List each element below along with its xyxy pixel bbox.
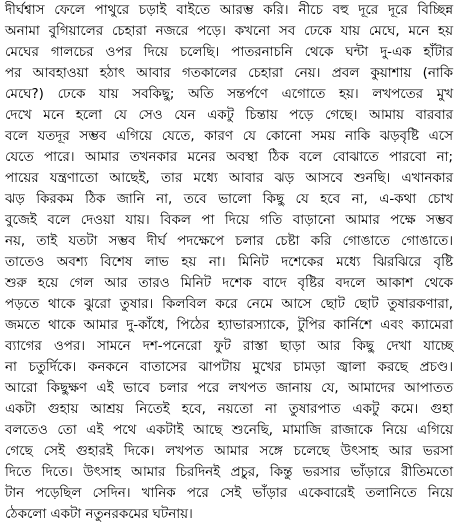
text-line: ঝড় কিরকম ঠিক জানি না, তবে ভালো কিছু যে হবে না, এ-কথা চোখ [5,192,453,207]
text-line: ঠেকলো একটা নতুনরকমের ঘটনায়। [5,507,193,522]
text-line: বলতেও তো এই পথে একটাই আছে শুনেছি, মামাজি রাজাকে নিয়ে এগিয়ে [5,423,453,438]
text-line: মেঘের গালচের ওপর দিয়ে চলেছি। পাতরনাচনি থেকে ঘন্টা দু-এক হাঁটার [5,45,453,60]
text-line: বুজেই বলে দেওয়া যায়। বিকল পা দিয়ে গতি বাড়ানো আমার পক্ষে সম্ভব [5,213,453,228]
text-line: মেঘে?) ঢেকে যায় সবকিছু; অতি সন্তর্পণে এগোতে হয়। লখপতের মুখ [5,87,453,102]
text-line: জমতে থাকে আমার দু-কাঁধে, পিঠের হ্যাভারস্যাকে, টুপির কার্নিশে এবং ক্যামেরা [5,318,453,333]
text-line: তাতেও অবশ্য বিশেষ লাভ হয় না। মিনিট দশেকের মধ্যে ঝিরঝিরে বৃষ্টি [5,255,453,270]
text-line: বলে যতদূর সম্ভব এগিয়ে যেতে, কারণ যে কোনো সময় নাকি ঝড়বৃষ্টি এসে [5,129,453,144]
text-line: অনামা বুগিয়ালের চেহারা নজরে পড়ে। কখনো সব ঢেকে যায় মেঘে, মনে হয় [5,24,453,39]
text-line: নয়, তাই যতটা সম্ভব দীর্ঘ পদক্ষেপে চলার চেষ্টা করি গোঙাতে গোঙাতে। [5,234,453,249]
text-line: গেছে সেই গুহারই দিকে। লখপত আমার সঙ্গে চলেছে উৎসাহ আর ভরসা [5,444,453,459]
text-line: পড়তে থাকে ঝুরো তুষার। কিলবিল করে নেমে আসে ছোট ছোট তুষারকণারা, [5,297,453,312]
text-line: টান পড়েছিল সেদিন। খানিক পরে সেই ভাঁড়ার একেবারেই তলানিতে নিয়ে [5,486,453,501]
text-line: শুরু হয়ে গেল আর তারও মিনিট দশেক বাদে বৃষ্টির বদলে আকাশ থেকে [5,276,453,291]
text-line: দিতে দিতে। উৎসাহ আমার চিরদিনই প্রচুর, কিন্তু ভরসার ভাঁড়ারে রীতিমতো [5,465,453,480]
text-line: দেখে মনে হলো যে সেও যেন একটু চিন্তায় পড়ে গেছে। আমায় বারবার [5,108,453,123]
text-line: পায়ের যন্ত্রণাতো আছেই, তার মধ্যে আবার ঝড় আসবে শুনছি। এখানকার [5,171,453,186]
text-line: না চতুর্দিকে। কনকনে বাতাসের ঝাপটায় মুখের চামড়া জ্বালা করছে প্রচণ্ড। [5,360,453,375]
text-line: আরো কিছুক্ষণ এই ভাবে চলার পরে লখপত জানায় যে, আমাদের আপাতত [5,381,453,396]
text-line: পর আবহাওয়া হঠাৎ আবার গতকালের চেহারা নেয়। প্রবল কুয়াশায় (নাকি [5,66,453,81]
text-line: ব্যাগের ওপর। সামনে দশ-পনেরো ফুট রাস্তা ছাড়া আর কিছু দেখা যাচ্ছে [5,339,453,354]
body-text [5,0,453,525]
text-line: দীর্ঘশ্বাস ফেলে পাথুরে চড়াই বাইতে আরম্ভ করি। নীচে বহু দূরে দূরে বিচ্ছিন্ন [5,3,453,18]
text-line: একটা গুহায় আশ্রয় নিতেই হবে, নয়তো না তুষারপাত একটু কমে। গুহা [5,402,453,417]
text-line: যেতে পারে। আমার তখনকার মনের অবস্থা ঠিক বলে বোঝাতে পারবো না; [5,150,453,165]
